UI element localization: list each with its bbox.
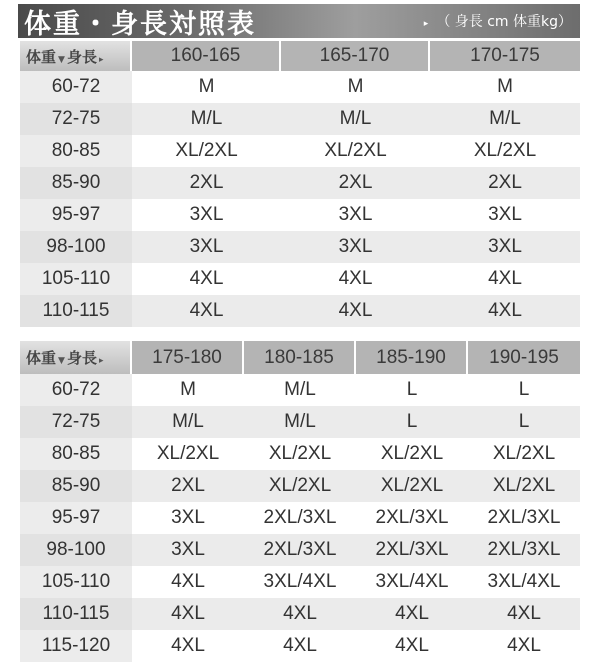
size-cell: XL/2XL (156, 443, 220, 464)
weight-row-header: 72-75 (20, 406, 132, 438)
chart-title: 体重・身長対照表 (24, 8, 256, 40)
weight-row-header: 98-100 (20, 534, 132, 566)
size-cell: 3XL (488, 204, 522, 225)
weight-row-header: 72-75 (20, 103, 132, 135)
down-arrow-icon: ▼ (58, 356, 65, 366)
header-row (20, 341, 580, 374)
size-cell: L (468, 406, 580, 438)
size-cell: M/L (132, 406, 244, 438)
table-row (20, 374, 580, 406)
size-cell: M/L (284, 379, 316, 400)
size-cell: 2XL (132, 470, 244, 502)
table-row (20, 566, 580, 598)
right-arrow-icon: ▸ (98, 54, 104, 65)
size-cell: XL/2XL (380, 443, 444, 464)
size-cell: XL/2XL (492, 443, 556, 464)
height-column-header: 180-185 (244, 341, 356, 374)
down-arrow-icon: ▼ (58, 54, 65, 65)
height-column-header: 190-195 (468, 341, 580, 374)
size-cell: 2XL/3XL (468, 534, 580, 566)
weight-row-header: 110-115 (20, 598, 132, 630)
table-row (20, 263, 580, 295)
size-cell: 2XL (132, 167, 281, 199)
table-row (20, 231, 580, 263)
height-column-header: 185-190 (356, 341, 468, 374)
size-cell: 4XL (281, 295, 430, 327)
size-cell: L (406, 379, 418, 400)
size-cell: 3XL/4XL (375, 571, 449, 592)
table-row (20, 295, 580, 327)
size-cell: XL/2XL (175, 140, 238, 161)
weight-row-header: 95-97 (20, 502, 132, 534)
table-row (20, 438, 580, 470)
weight-row-header: 60-72 (20, 71, 132, 103)
size-cell: 3XL (132, 231, 281, 263)
weight-row-header: 110-115 (20, 295, 132, 327)
height-label: 身長 (66, 349, 97, 367)
size-cell: 2XL/3XL (244, 534, 356, 566)
size-table-1 (20, 41, 580, 327)
size-cell: 2XL (430, 167, 580, 199)
unit-note (424, 11, 580, 31)
corner-cell (20, 341, 132, 374)
weight-row-header: 60-72 (20, 374, 132, 406)
size-cell: M (497, 76, 513, 97)
weight-row-header: 80-85 (20, 135, 132, 167)
table-row (20, 470, 580, 502)
weight-row-header: 85-90 (20, 470, 132, 502)
title-bar (18, 4, 580, 38)
size-cell: 2XL/3XL (263, 507, 337, 528)
size-cell: 2XL (281, 167, 430, 199)
size-cell: 4XL (283, 635, 317, 656)
table-row (20, 534, 580, 566)
table-row (20, 502, 580, 534)
size-cell: XL/2XL (268, 443, 332, 464)
size-cell: 4XL (430, 295, 580, 327)
header-row (20, 41, 580, 71)
table-row (20, 103, 580, 135)
size-cell: 4XL (507, 635, 541, 656)
size-cell: 4XL (171, 571, 205, 592)
weight-row-header: 105-110 (20, 566, 132, 598)
weight-row-header: 80-85 (20, 438, 132, 470)
height-label: 身長 (66, 47, 97, 66)
size-cell: M/L (132, 103, 281, 135)
size-cell: 2XL/3XL (375, 507, 449, 528)
table-row (20, 630, 580, 662)
height-column-header: 170-175 (430, 41, 580, 71)
size-cell: 3XL/4XL (487, 571, 561, 592)
weight-label: 体重 (26, 349, 57, 367)
pointer-icon: ▸ (423, 19, 429, 29)
size-cell: 3XL (430, 231, 580, 263)
right-arrow-icon: ▸ (98, 356, 104, 366)
size-cell: XL/2XL (244, 470, 356, 502)
table-row (20, 135, 580, 167)
size-cell: M/L (430, 103, 580, 135)
size-cell: 4XL (468, 598, 580, 630)
table-row (20, 71, 580, 103)
height-column-header: 165-170 (281, 41, 430, 71)
size-cell: 4XL (338, 268, 373, 289)
weight-row-header: 85-90 (20, 167, 132, 199)
size-cell: 4XL (488, 268, 522, 289)
size-cell: 3XL (338, 204, 373, 225)
size-cell: M (347, 76, 364, 97)
height-column-header: 160-165 (132, 41, 281, 71)
size-cell: 4XL (395, 635, 429, 656)
weight-row-header: 95-97 (20, 199, 132, 231)
size-cell: M (180, 379, 196, 400)
size-cell: L (356, 406, 468, 438)
table-row (20, 406, 580, 438)
corner-cell (20, 41, 132, 71)
weight-row-header: 105-110 (20, 263, 132, 295)
size-cell: 4XL (171, 635, 205, 656)
weight-row-header: 115-120 (20, 630, 132, 662)
size-cell: M/L (244, 406, 356, 438)
size-cell: 2XL/3XL (487, 507, 561, 528)
size-cell: 4XL (189, 268, 224, 289)
size-cell: 2XL/3XL (356, 534, 468, 566)
size-cell: 3XL (189, 204, 224, 225)
size-cell: 4XL (356, 598, 468, 630)
table-row (20, 167, 580, 199)
size-cell: XL/2XL (356, 470, 468, 502)
size-cell: L (518, 379, 530, 400)
weight-label: 体重 (26, 47, 57, 66)
size-cell: 3XL (281, 231, 430, 263)
unit-note-text: （ 身長 cm 体重kg） (436, 14, 572, 30)
size-cell: XL/2XL (324, 140, 387, 161)
size-cell: 3XL/4XL (263, 571, 337, 592)
size-cell: 4XL (244, 598, 356, 630)
weight-row-header: 98-100 (20, 231, 132, 263)
size-cell: 3XL (171, 507, 205, 528)
height-column-header: 175-180 (132, 341, 244, 374)
size-table-2 (20, 341, 580, 662)
size-cell: XL/2XL (473, 140, 537, 161)
size-cell: 4XL (132, 295, 281, 327)
size-cell: M/L (281, 103, 430, 135)
size-cell: 4XL (132, 598, 244, 630)
table-row (20, 598, 580, 630)
size-cell: 3XL (132, 534, 244, 566)
size-cell: XL/2XL (468, 470, 580, 502)
table-row (20, 199, 580, 231)
size-cell: M (198, 76, 215, 97)
